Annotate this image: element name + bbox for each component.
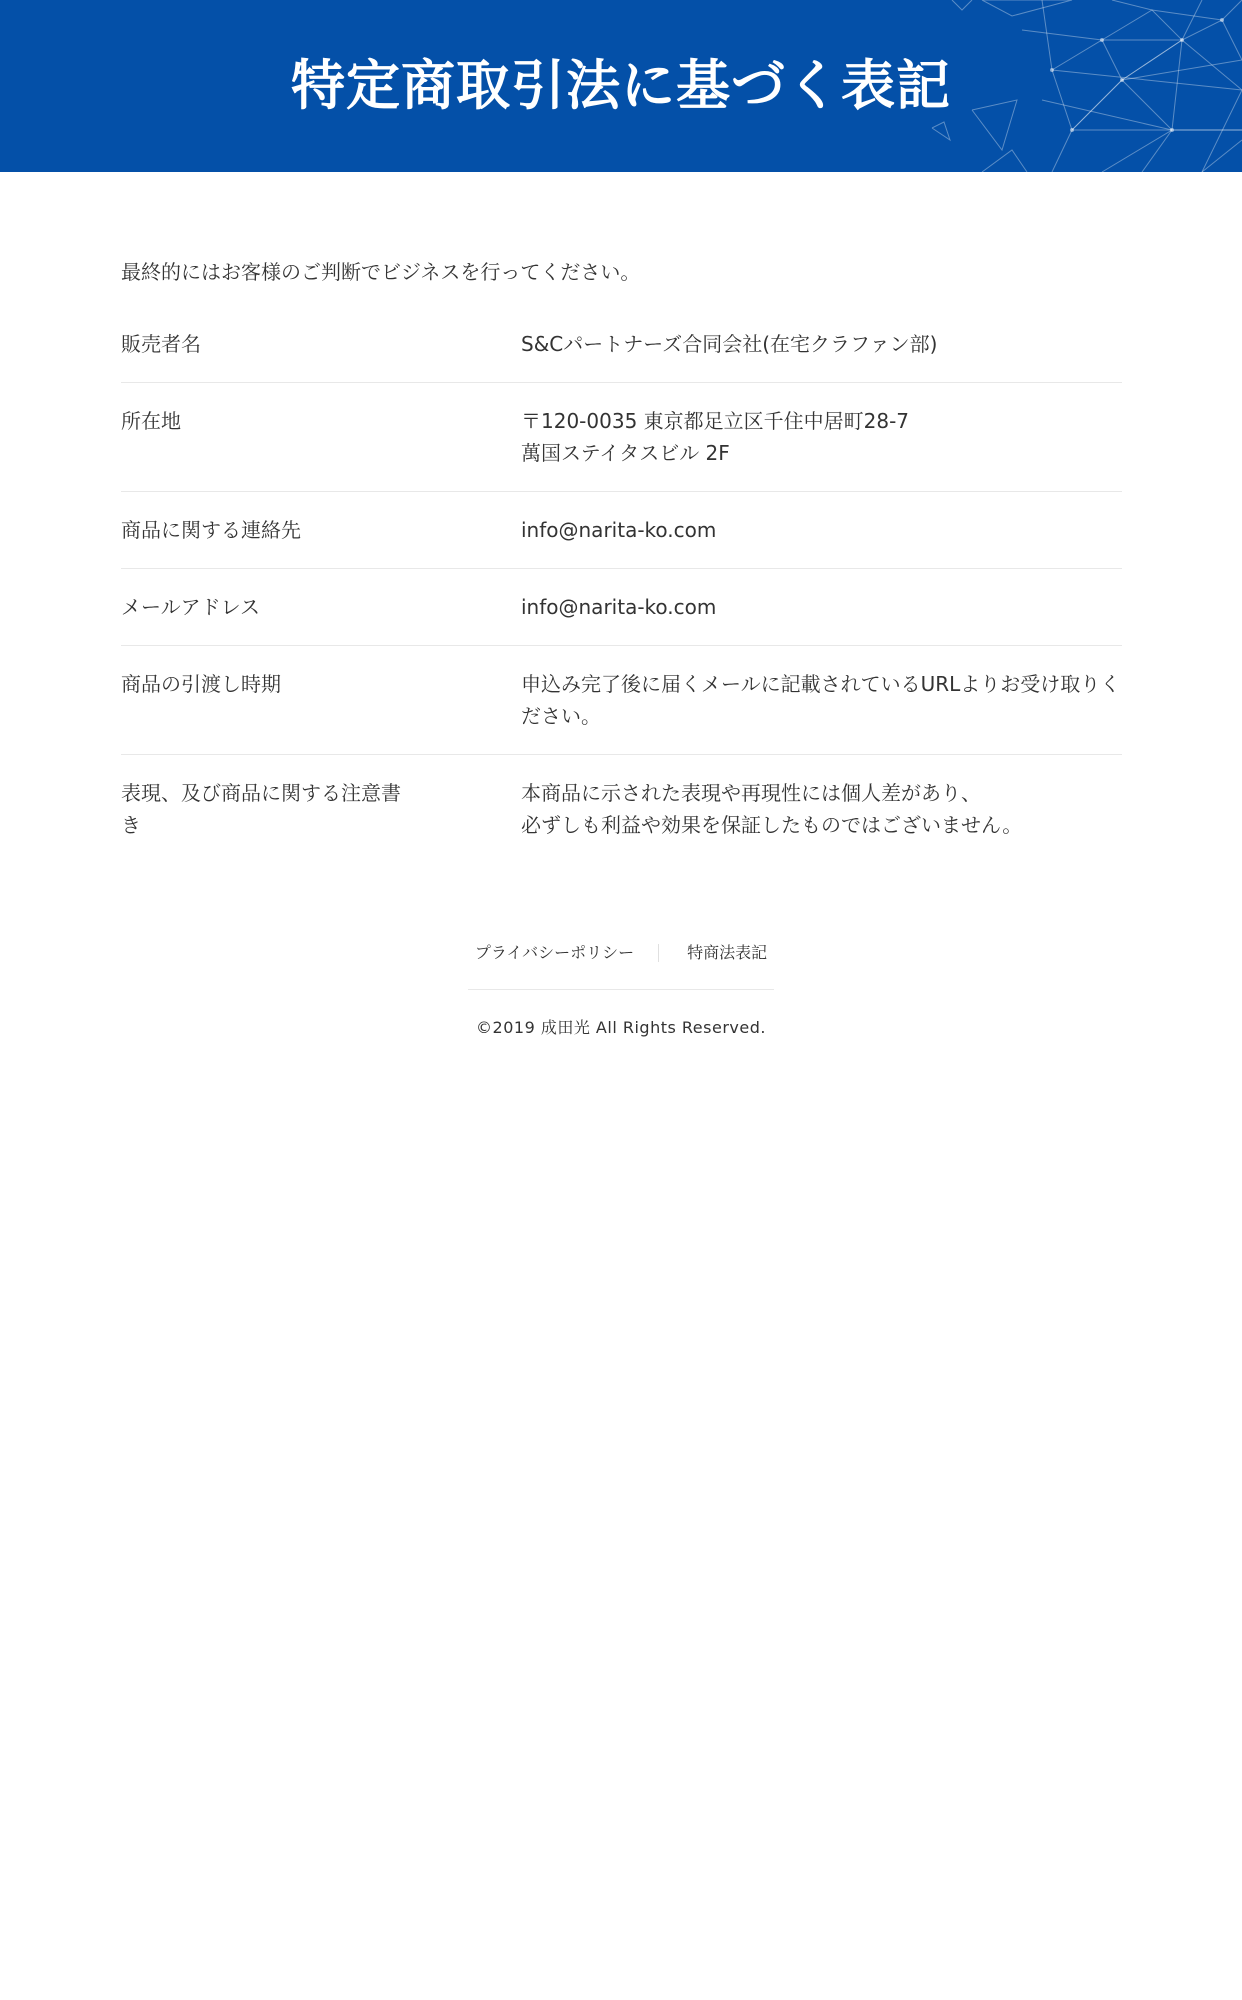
- row-label: 商品に関する連絡先: [121, 518, 301, 542]
- row-label: 表現、及び商品に関する注意書き: [121, 781, 401, 837]
- row-value: [521, 777, 1122, 841]
- row-value-line: 申込み完了後に届くメールに記載されているURLよりお受け取りください。: [521, 672, 1121, 728]
- row-value-line: 本商品に示された表現や再現性には個人差があり、: [521, 781, 981, 805]
- row-value: [521, 514, 1122, 546]
- footer-link-divider: [658, 944, 659, 962]
- row-value-line: S&Cパートナーズ合同会社(在宅クラファン部): [521, 332, 938, 356]
- page-footer: [0, 941, 1242, 1040]
- row-value: [521, 668, 1122, 732]
- row-value-line: 必ずしも利益や効果を保証したものではございません。: [521, 813, 1023, 837]
- row-value: [521, 405, 1122, 469]
- copyright-text: ©2019 成田光 All Rights Reserved.: [476, 1018, 766, 1037]
- disclosure-table: [121, 306, 1122, 863]
- row-value-line: 〒120-0035 東京都足立区千住中居町28-7: [521, 409, 910, 433]
- table-row: [121, 755, 1122, 863]
- row-label: 商品の引渡し時期: [121, 672, 281, 696]
- row-label: メールアドレス: [121, 595, 260, 619]
- row-value: [521, 328, 1122, 360]
- privacy-policy-link[interactable]: プライバシーポリシー: [474, 943, 635, 962]
- row-value-line: info@narita-ko.com: [521, 595, 717, 619]
- row-value: [521, 591, 1122, 623]
- table-row: [121, 646, 1122, 755]
- row-label: 所在地: [121, 409, 181, 433]
- table-row: [121, 492, 1122, 569]
- row-value-line: info@narita-ko.com: [521, 518, 717, 542]
- intro-text: 最終的にはお客様のご判断でビジネスを行ってください。: [121, 260, 641, 284]
- page-header: [0, 0, 1242, 172]
- main-content: [121, 172, 1122, 863]
- table-row: [121, 569, 1122, 646]
- table-row: [121, 306, 1122, 383]
- row-value-line: 萬国ステイタスビル 2F: [521, 441, 730, 465]
- page-title: 特定商取引法に基づく表記: [291, 54, 951, 117]
- table-row: [121, 383, 1122, 492]
- footer-nav: [468, 941, 774, 990]
- commerce-law-link[interactable]: 特商法表記: [687, 943, 768, 962]
- row-label: 販売者名: [121, 332, 201, 356]
